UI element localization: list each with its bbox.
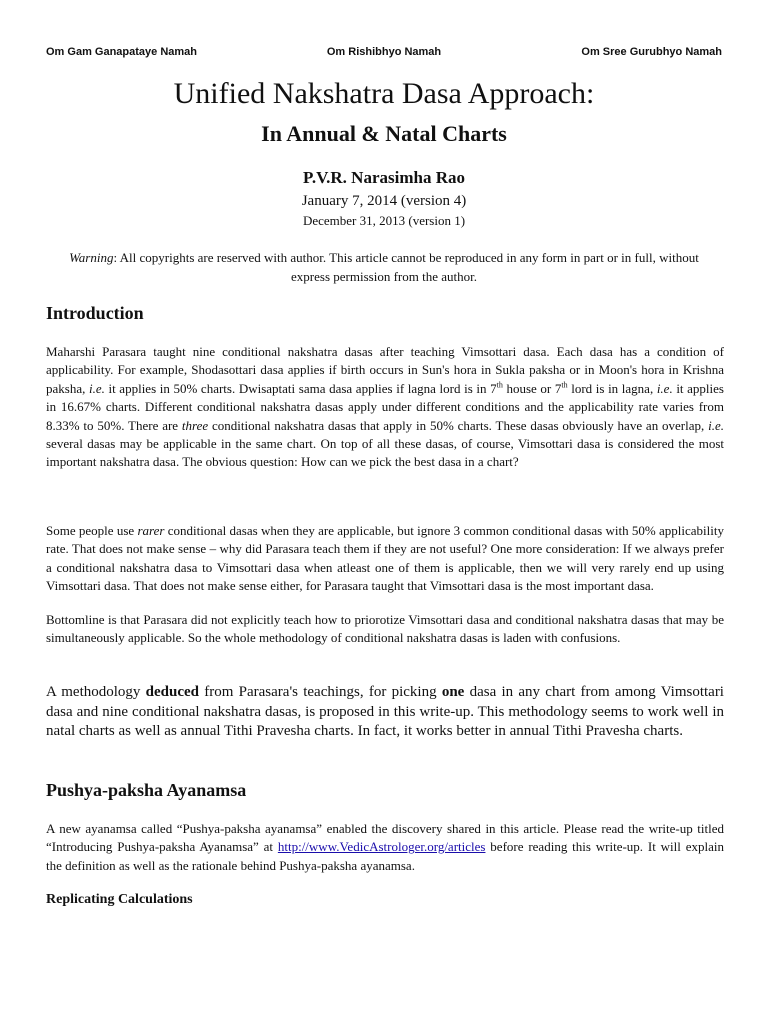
text-run-italic: three <box>181 417 209 433</box>
text-run: Maharshi Parasara taught nine conditional nakshatra dasas after teaching Vimsottari dasa. Each dasa has a condition of applicability. For example, Shodasottari dasa applies if birth occurs in Sun's hora in Sukla paksha or in Moon's hora in Krishna paksha, <box>46 344 724 396</box>
warning-text: : All copyrights are reserved with author. This article cannot be reproduced in any form in part or in full, without express permission from the author. <box>113 250 699 284</box>
replicating-calculations-heading: Replicating Calculations <box>46 892 193 907</box>
text-run-italic: i.e. <box>656 380 673 396</box>
text-run-italic: i.e. <box>88 380 105 396</box>
text-run: lord is in lagna, <box>567 380 657 396</box>
warning-label: Warning <box>69 250 114 265</box>
text-run: A new ayanamsa called “Pushya-paksha ayanamsa” enabled the discovery shared in this article. Please read the write-up titled “Introducing Pushya-paksha Ayanamsa” at <box>46 821 724 855</box>
text-run: it applies in 50% charts. Dwisaptati sama dasa applies if lagna lord is in 7 <box>104 380 497 396</box>
text-run: house or 7 <box>502 380 562 396</box>
text-run-bold: one <box>441 684 465 700</box>
text-run-bold: deduced <box>145 684 199 700</box>
copyright-warning <box>50 248 718 286</box>
intro-paragraph-4 <box>46 683 724 742</box>
ayanamsa-paragraph <box>46 820 724 875</box>
text-run: conditional nakshatra dasas that apply in 50% charts. These dasas obviously have an overlap, <box>208 417 709 433</box>
superscript: th <box>561 380 568 390</box>
intro-paragraph-3: Bottomline is that Parasara did not explicitly teach how to priorotize Vimsottari dasa and conditional nakshatra dasas that may be simultaneously applicable. So the whole methodology of conditional nakshatra dasas is laden with confusions. <box>46 612 724 646</box>
document-subtitle: In Annual & Natal Charts <box>261 121 507 146</box>
text-run: Some people use <box>46 523 138 538</box>
text-run: dasa in any chart from among Vimsottari dasa and nine conditional nakshatra dasas, is proposed in this write-up. This methodology seems to work well in natal charts as well as annual Tithi Pravesha charts. In fact, it works better in annual Tithi Pravesha charts. <box>46 684 724 739</box>
introduction-heading: Introduction <box>46 303 144 323</box>
version-4-date: January 7, 2014 (version 4) <box>301 193 467 209</box>
header-left-invocation: Om Gam Ganapataye Namah <box>46 46 198 58</box>
version-1-date: December 31, 2013 (version 1) <box>302 213 466 228</box>
text-run-italic: rarer <box>137 523 165 538</box>
header-right-invocation: Om Sree Gurubhyo Namah <box>581 46 722 58</box>
text-run: A methodology <box>46 684 146 700</box>
text-run: from Parasara's teachings, for picking <box>199 684 442 700</box>
text-run-italic: i.e. <box>708 417 724 433</box>
intro-paragraph-2 <box>46 522 724 596</box>
text-run: several dasas may be applicable in the same chart. On top of all these dasas, of course, Vimsottari dasa is considered the most important nakshatra dasa. The obvious question: How can we pick the best dasa in a chart? <box>46 436 724 470</box>
document-title: Unified Nakshatra Dasa Approach: <box>173 77 595 110</box>
pushya-paksha-ayanamsa-heading: Pushya-paksha Ayanamsa <box>46 780 247 800</box>
page-header <box>46 46 722 62</box>
intro-paragraph-1 <box>46 343 724 472</box>
text-run: before reading this write-up. It will explain the definition as well as the rationale behind Pushya-paksha ayanamsa. <box>46 839 724 873</box>
author-name: P.V.R. Narasimha Rao <box>303 168 465 187</box>
header-center-invocation: Om Rishibhyo Namah <box>326 46 442 58</box>
superscript: th <box>496 380 503 390</box>
vedicastrologer-articles-link[interactable]: http://www.VedicAstrologer.org/articles <box>277 839 486 855</box>
text-run: it applies in 16.67% charts. Different conditional nakshatra dasas apply under different conditions and the applicability rate varies from 8.33% to 50%. There are <box>46 380 724 433</box>
text-run: conditional dasas when they are applicable, but ignore 3 common conditional dasas with 50% applicability rate. That does not make sense – why did Parasara teach them if they are not useful? One more consideration: If we always prefer a conditional nakshatra dasa to Vimsottari dasa when atleast one of them is applicable, then we will very rarely end up using Vimsottari dasa. That does not make sense either, for Parasara taught that Vimsottari dasa is the most important dasa. <box>46 523 724 594</box>
